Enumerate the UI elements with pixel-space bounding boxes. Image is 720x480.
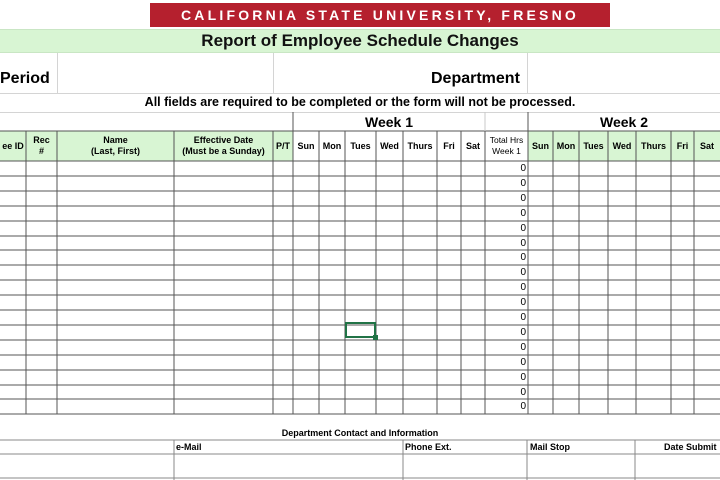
total-hours-cell: 0 <box>520 371 526 383</box>
col-effdate-line2: (Must be a Sunday) <box>182 146 265 156</box>
total-hours-cell: 0 <box>520 297 526 309</box>
w1-col-thurs: Thurs <box>407 140 433 151</box>
col-employee-id-label: ee ID <box>2 140 24 151</box>
w1-col-mon: Mon <box>322 140 342 151</box>
col-total-line1: Total Hrs <box>489 135 524 145</box>
total-hours-cell: 0 <box>520 312 526 323</box>
banner-text: CALIFORNIA STATE UNIVERSITY, FRESNO <box>181 7 579 23</box>
col-pt-label: P/T <box>275 140 290 151</box>
email-label: e-Mail <box>176 442 202 452</box>
total-hours-cell: 0 <box>520 192 526 204</box>
total-hours-cell: 0 <box>520 386 526 398</box>
w2-col-mon: Mon <box>556 140 576 151</box>
total-hours-cell: 0 <box>520 326 526 338</box>
cell-divider <box>273 53 274 93</box>
total-hours-cell: 0 <box>520 163 526 174</box>
w2-col-sat: Sat <box>699 140 714 151</box>
w1-col-fri: Fri <box>443 140 455 151</box>
mail-stop-label: Mail Stop <box>530 442 570 452</box>
col-rec-line1: Rec <box>33 135 50 145</box>
form-title: Report of Employee Schedule Changes <box>201 31 519 50</box>
total-hours-cell: 0 <box>520 222 526 234</box>
col-name-line2: (Last, First) <box>90 146 140 156</box>
form-title-bar <box>0 29 720 53</box>
total-hours-cell: 0 <box>520 356 526 368</box>
col-effdate-line1: Effective Date <box>193 135 254 145</box>
university-banner <box>150 3 610 27</box>
w1-col-tues: Tues <box>350 140 371 151</box>
week2-header: Week 2 <box>600 114 648 130</box>
w2-col-fri: Fri <box>676 140 689 151</box>
required-fields-note: All fields are required to be completed or the form will not be processed. <box>144 95 576 109</box>
w2-col-sun: Sun <box>532 140 549 151</box>
contact-name-field[interactable] <box>0 454 174 478</box>
col-rec-line2: # <box>38 146 44 156</box>
total-hours-cell: 0 <box>520 177 526 189</box>
w1-col-sun: Sun <box>297 140 315 151</box>
date-submitted-label: Date Submit <box>664 442 717 452</box>
week1-header: Week 1 <box>365 114 413 130</box>
phone-ext-label: Phone Ext. <box>405 442 452 452</box>
period-label: Period <box>0 70 50 87</box>
total-hours-cell: 0 <box>520 401 526 413</box>
total-hours-cell: 0 <box>520 252 526 264</box>
total-hours-cell: 0 <box>520 282 526 294</box>
department-field[interactable] <box>528 54 720 92</box>
total-hours-cell: 0 <box>520 267 526 279</box>
w2-col-thurs: Thurs <box>640 140 666 151</box>
total-hours-cell: 0 <box>520 341 526 353</box>
row-divider <box>0 93 720 94</box>
total-hours-cell: 0 <box>520 237 526 249</box>
w2-col-tues: Tues <box>583 140 604 151</box>
col-name-line1: Name <box>103 135 128 145</box>
period-field[interactable] <box>58 54 272 92</box>
phone-ext-field[interactable] <box>404 454 527 478</box>
w1-col-sat: Sat <box>465 140 480 151</box>
department-label: Department <box>431 70 520 87</box>
email-field[interactable] <box>175 454 403 478</box>
total-hours-cell: 0 <box>520 207 526 219</box>
w1-col-wed: Wed <box>380 140 399 151</box>
dept-contact-caption: Department Contact and Information <box>281 428 439 438</box>
selected-cell[interactable] <box>345 322 376 338</box>
mail-stop-field[interactable] <box>528 454 635 478</box>
w2-col-wed: Wed <box>612 140 632 151</box>
col-total-line2: Week 1 <box>492 146 521 156</box>
schedule-grid <box>0 112 720 480</box>
date-submitted-field[interactable] <box>636 454 720 478</box>
